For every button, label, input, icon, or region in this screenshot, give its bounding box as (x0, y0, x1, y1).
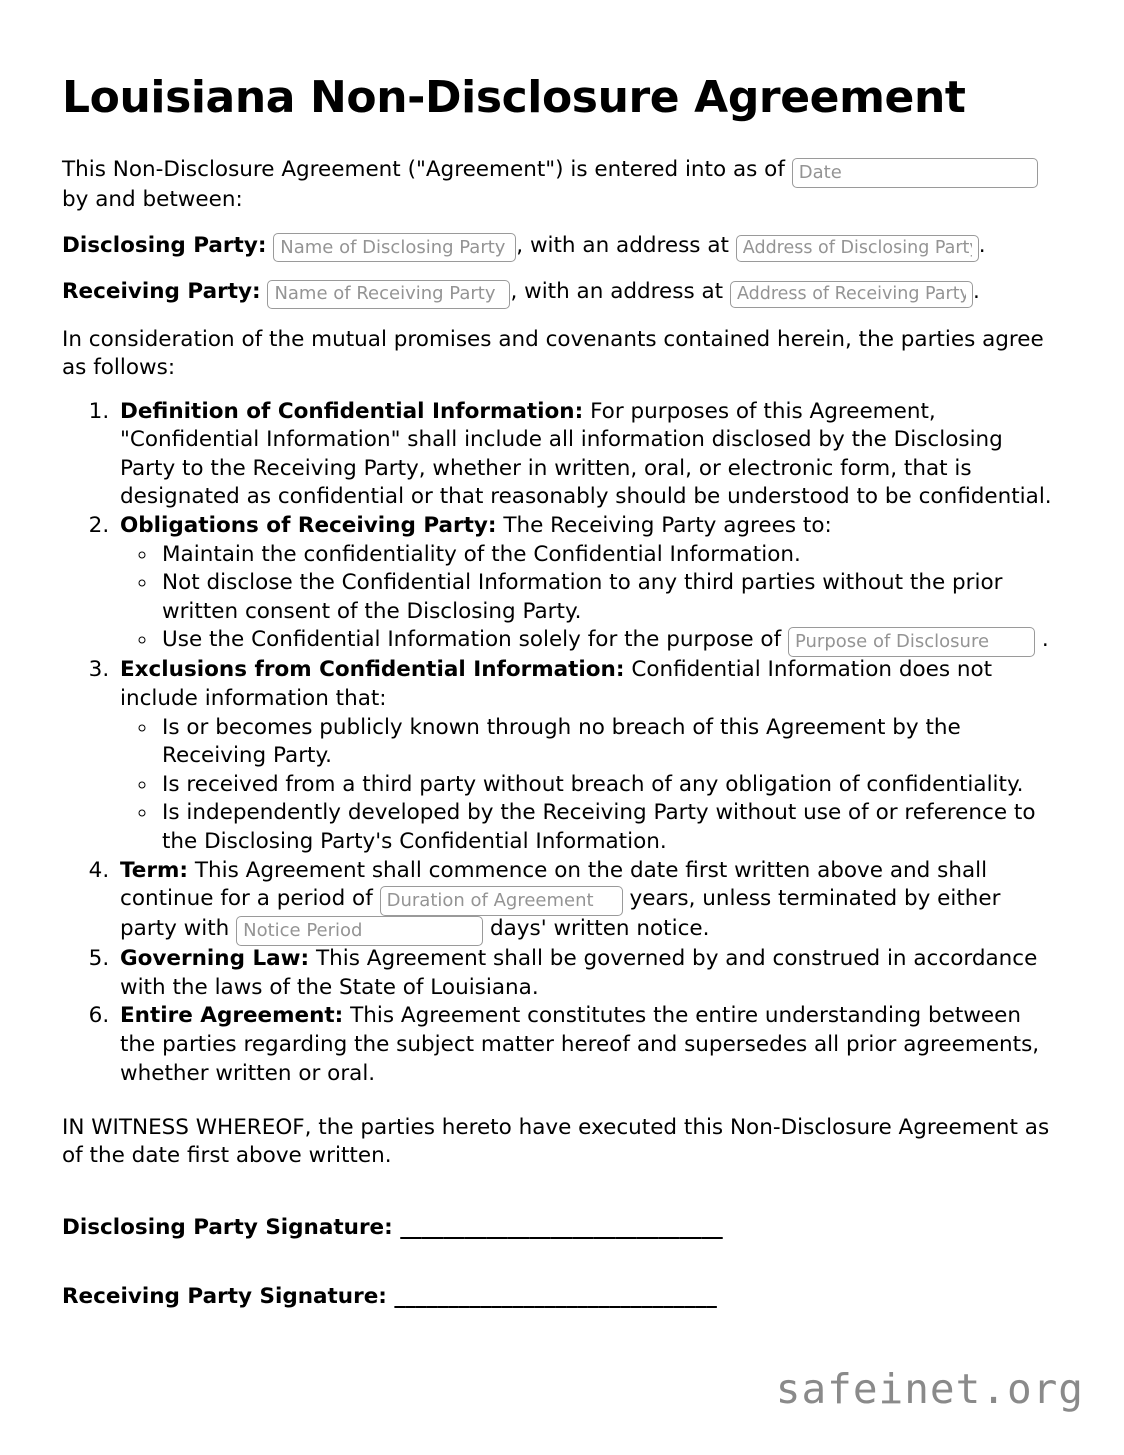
receiving-address-connector: , with an address at (510, 279, 724, 305)
clause-item-entire-agreement (116, 1002, 1062, 1088)
disclosing-party-label: Disclosing Party: (62, 232, 267, 258)
receiving-signature-label: Receiving Party Signature: (62, 1283, 387, 1309)
receiving-party-address-input[interactable] (730, 281, 973, 308)
purpose-text-after: . (1041, 627, 1049, 653)
clause-item-exclusions (116, 656, 1062, 856)
clause-item-definition (116, 398, 1062, 512)
clause-item-obligations (116, 512, 1062, 656)
clause-6-text: This Agreement constitutes the entire understanding between the parties regarding the subject matter hereof and supersedes all prior agreements, whether written or oral. (120, 1003, 1040, 1086)
clause-3-text: Confidential Information does not include information that: (120, 657, 993, 711)
clause-4-text-3: days' written notice. (489, 916, 710, 942)
disclosing-party-name-input[interactable] (273, 233, 516, 262)
receiving-signature-line (62, 1284, 1062, 1309)
duration-of-agreement-input[interactable] (380, 886, 623, 916)
clause-2-text: The Receiving Party agrees to: (503, 513, 832, 539)
intro-text-before-date: This Non-Disclosure Agreement ("Agreement") is entered into as of (62, 156, 785, 182)
clause-2-heading: Obligations of Receiving Party: (120, 513, 497, 539)
disclosing-signature-line (62, 1215, 1062, 1240)
receiving-party-name-input[interactable] (267, 280, 510, 309)
disclosing-party-line (62, 231, 1062, 262)
clause-3-heading: Exclusions from Confidential Information: (120, 657, 625, 683)
disclosing-party-address-input[interactable] (736, 235, 979, 262)
purpose-of-disclosure-input[interactable] (788, 627, 1035, 657)
purpose-text-before: Use the Confidential Information solely for the purpose of (162, 627, 782, 653)
clause-1-heading: Definition of Confidential Information: (120, 398, 584, 424)
list-item (158, 626, 1062, 656)
clause-list (62, 398, 1062, 1088)
list-item: ◦ Is independently developed by the Receiving Party without use of or reference to the Disclosing Party's Confidential Information. (158, 799, 1062, 856)
site-watermark: safeinet.org (775, 1365, 1084, 1413)
list-item: ◦ Maintain the confidentiality of the Confidential Information. (158, 541, 1062, 570)
consideration-paragraph: In consideration of the mutual promises and covenants contained herein, the parties agree as follows: (62, 326, 1044, 381)
receiving-signature-rule[interactable]: ______________________________ (394, 1283, 717, 1309)
notice-period-input[interactable] (236, 916, 483, 946)
clause-4-text-1: This Agreement shall commence on the date first written above and shall continue for a period of (120, 857, 988, 912)
list-item: ◦ Not disclose the Confidential Information to any third parties without the prior written consent of the Disclosing Party. (158, 569, 1062, 626)
list-item: ◦ Is or becomes publicly known through no breach of this Agreement by the Receiving Party. (158, 714, 1062, 771)
receiving-party-line (62, 277, 1062, 308)
date-input[interactable] (792, 158, 1038, 188)
clause-5-text: This Agreement shall be governed by and construed in accordance with the laws of the State of Louisiana. (120, 946, 1038, 1000)
receiving-line-period: . (972, 279, 980, 305)
clause-6-heading: Entire Agreement: (120, 1003, 344, 1029)
clause-2-bullets (120, 541, 1062, 657)
intro-paragraph (62, 156, 1062, 214)
clause-3-bullets (120, 714, 1062, 857)
disclosing-signature-rule[interactable]: ______________________________ (400, 1214, 723, 1240)
witness-paragraph: IN WITNESS WHEREOF, the parties hereto have executed this Non-Disclosure Agreement as of the date first above written. (62, 1115, 1050, 1169)
list-item: ◦ Is received from a third party without breach of any obligation of confidentiality. (158, 771, 1062, 800)
clause-5-heading: Governing Law: (120, 946, 310, 972)
disclosing-signature-label: Disclosing Party Signature: (62, 1214, 393, 1240)
intro-text-after-date: by and between: (62, 186, 243, 212)
clause-1-text: For purposes of this Agreement, "Confidential Information" shall include all information disclosed by the Disclosing Party to the Receiving Party, whether in written, oral, or electronic form, that is designated as confidential or that reasonably should be understood to be confidential. (120, 398, 1052, 510)
clause-4-heading: Term: (120, 857, 188, 883)
clause-4-text-2: years, unless terminated by either party with (120, 886, 1001, 942)
clause-item-term (116, 857, 1062, 946)
clause-item-governing-law (116, 945, 1062, 1002)
disclosing-line-period: . (978, 232, 986, 258)
disclosing-address-connector: , with an address at (516, 232, 729, 258)
page-title: Louisiana Non-Disclosure Agreement (62, 72, 966, 123)
receiving-party-label: Receiving Party: (62, 279, 261, 305)
